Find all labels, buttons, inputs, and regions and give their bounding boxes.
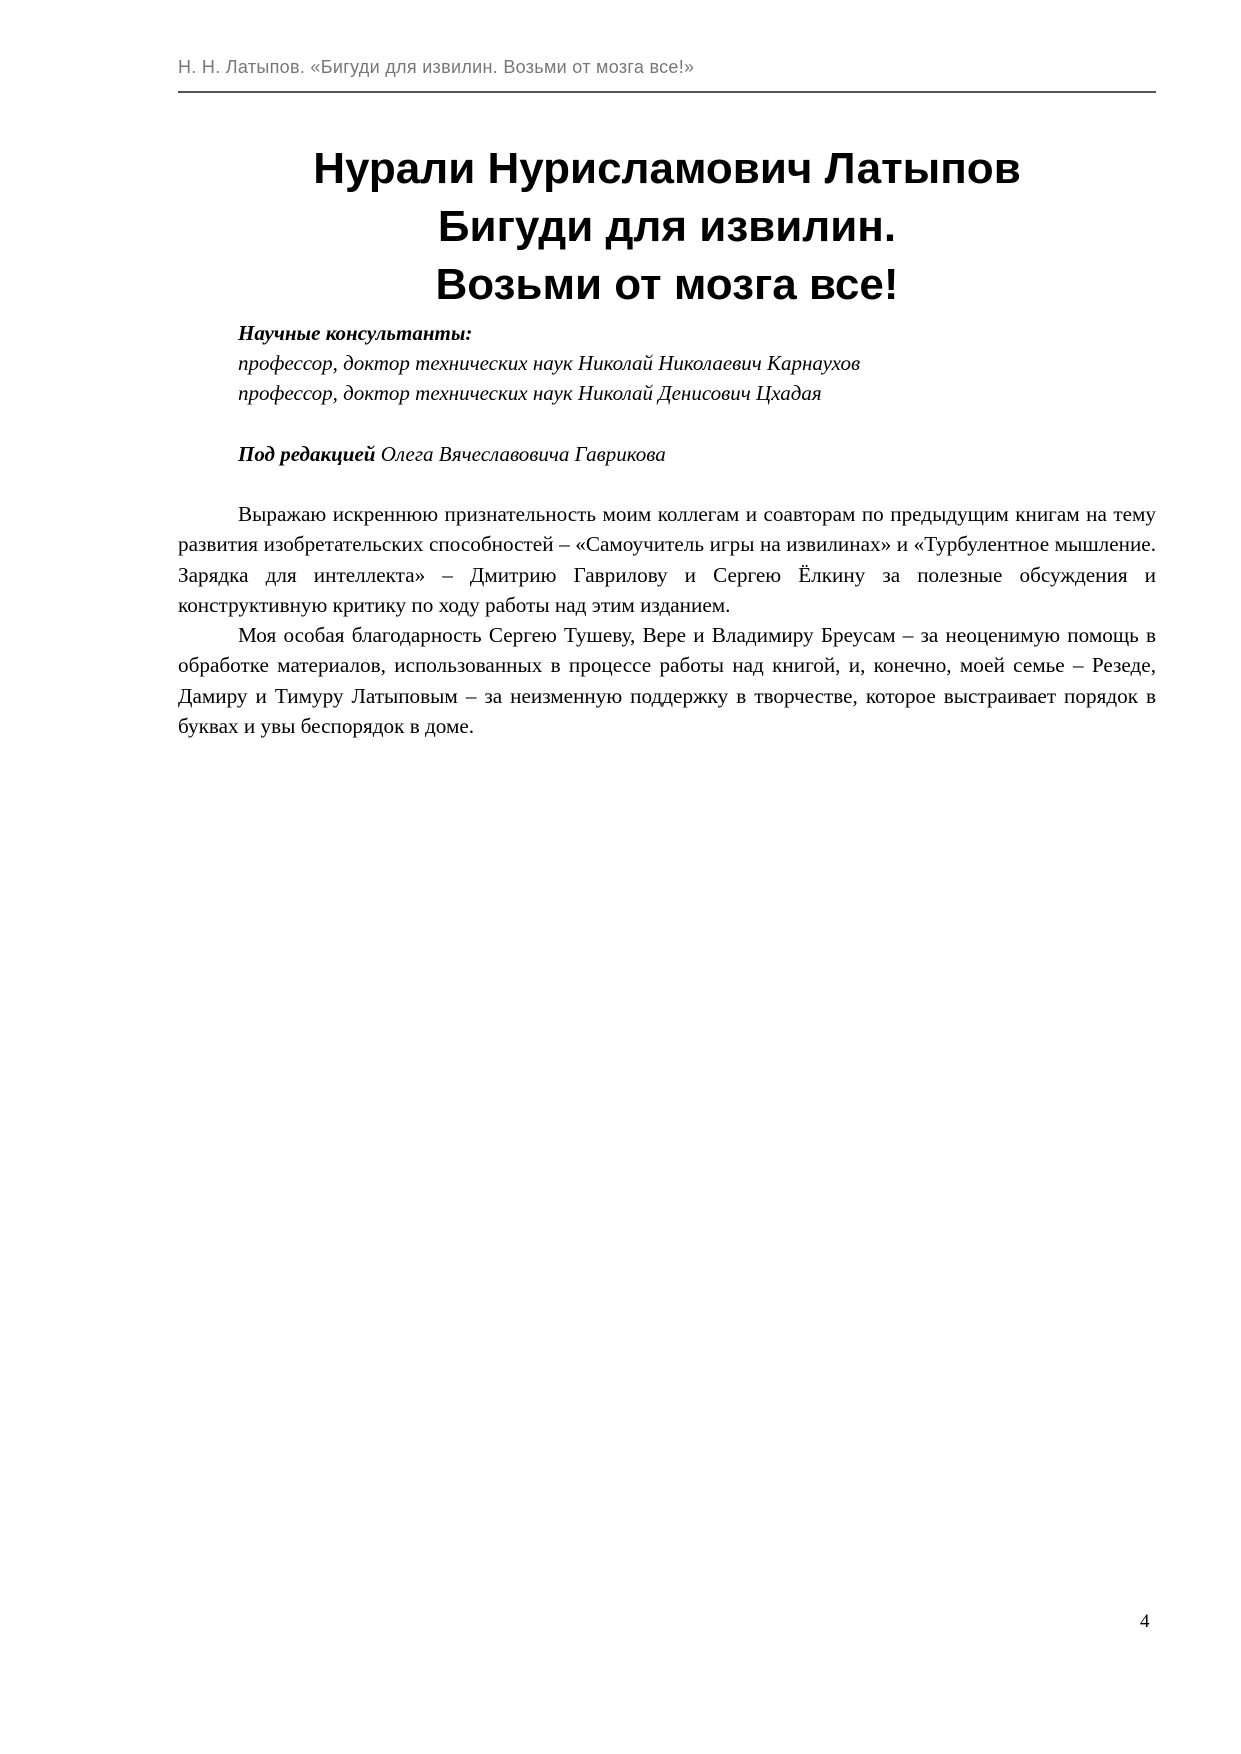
paragraph-2: Моя особая благодарность Сергею Тушеву, Вере и Владимиру Бреусам – за неоценимую помощь в обработке материалов, использованных в процессе работы над книгой, и, конечно, моей семье – Резеде, Дамиру и Тимуру Латыповым – за неизменную поддержку в творчестве, которое выстраивает порядок в буквах и увы беспорядок в доме. <box>178 623 1156 739</box>
title-line-2: Бигуди для извилин. <box>437 202 897 251</box>
consultant-2: профессор, доктор технических наук Николай Денисович Цхадая <box>238 381 822 405</box>
page-number: 4 <box>1140 1611 1150 1632</box>
title-author: Нурали Нурисламович Латыпов <box>313 144 1021 193</box>
running-head: Н. Н. Латыпов. «Бигуди для извилин. Возьми от мозга все!» <box>178 57 695 77</box>
consultants-heading: Научные консультанты: <box>238 321 473 345</box>
acknowledgements <box>178 499 1156 741</box>
page-header <box>178 57 1156 93</box>
consultants-block <box>238 318 1156 408</box>
editor-name: Олега Вячеславовича Гаврикова <box>380 442 666 466</box>
title-line-3: Возьми от мозга все! <box>435 260 899 309</box>
editor-label: Под редакцией <box>238 442 376 466</box>
book-title <box>178 140 1156 314</box>
consultant-1: профессор, доктор технических наук Николай Николаевич Карнаухов <box>238 351 861 375</box>
paragraph-1: Выражаю искреннюю признательность моим коллегам и соавторам по предыдущим книгам на тему развития изобретательских способностей – «Самоучитель игры на извилинах» и «Турбулентное мышление. Зарядка для интеллекта» – Дмитрию Гаврилову и Сергею Ёлкину за полезные обсуждения и конструктивную критику по ходу работы над этим изданием. <box>178 502 1156 617</box>
editor-credit <box>238 439 666 469</box>
